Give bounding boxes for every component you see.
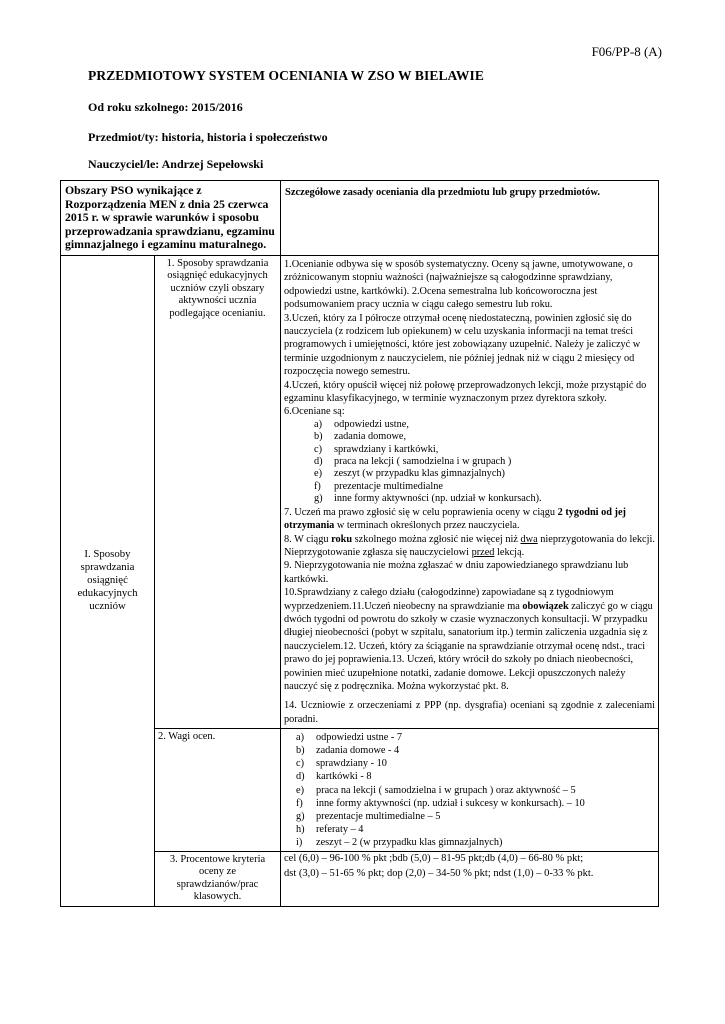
section-label: 2. Wagi ocen.: [155, 729, 281, 852]
list-item: d) kartkówki - 8: [296, 771, 372, 783]
table-header-row: [61, 181, 659, 256]
rule-paragraph: 7. Uczeń ma prawo zgłosić się w celu poprawienia oceny w ciągu 2 tygodni od jej otrzymania w terminach określonych przez nauczyciela.: [284, 506, 626, 532]
subject: Przedmiot/ty: historia, historia i społeczeństwo: [88, 130, 328, 144]
percent-criteria-cell: [281, 852, 659, 907]
section-label: 3. Procentowe kryteria oceny ze sprawdzianów/prac klasowych.: [155, 852, 281, 907]
document-title: PRZEDMIOTOWY SYSTEM OCENIANIA W ZSO W BIELAWIE: [88, 68, 484, 83]
list-item: b) zadania domowe - 4: [296, 745, 400, 757]
list-item: i) zeszyt – 2 (w przypadku klas gimnazjalnych): [296, 836, 503, 848]
percent-criteria-line: dst (3,0) – 51-65 % pkt; dop (2,0) – 34-50 % pkt; ndst (1,0) – 0-33 % pkt.: [284, 867, 594, 879]
weights-cell: [281, 729, 659, 852]
list-item: b) zadania domowe,: [314, 431, 407, 443]
rules-cell: [281, 255, 659, 728]
list-item: e) praca na lekcji ( samodzielna i w grupach ) oraz aktywność – 5: [296, 784, 576, 796]
rule-paragraph: 14. Uczniowie z orzeczeniami z PPP (np. dysgrafia) oceniani są zgodnie z zaleceniami poradni.: [284, 700, 655, 725]
rule-paragraph: 4.Uczeń, który opuścił więcej niż połowę przeprowadzonych lekcji, może przystąpić do egzaminu klasyfikacyjnego, w terminie wyznaczonym przez dyrektora szkoły.: [284, 379, 647, 405]
rule-paragraph: 10.Sprawdziany z całego działu (całogodzinne) zapowiadane są z tygodniowym wyprzedzeniem.11.Uczeń nieobecny na sprawdzianie ma obowiązek zaliczyć go w ciągu dwóch tygodni od powrotu do szkoły w czasie wyznaczonych konsultacji. W przypadku długiej nieobecności (pobyt w szpitalu, sanatorium itp.) termin zaliczenia uzgadnia się z nauczycielem.12. Uczeń, który za ściąganie na sprawdzianie otrzymał ocenę ndst., traci prawo do jej poprawienia.13. Uczeń, który wrócił do szkoły po dniach nieobecności, powinien mieć uzupełnione notatki, zadanie domowe. Lekcji opuszczonych należy nauczyć się z podręcznika. Można wykorzystać pkt. 8.: [284, 587, 653, 692]
list-item: a) odpowiedzi ustne - 7: [296, 732, 403, 744]
section-label: 1. Sposoby sprawdzania osiągnięć edukacyjnych uczniów czyli obszary aktywności ucznia podlegające ocenianiu.: [155, 255, 281, 728]
list-item: f) prezentacje multimedialne: [314, 480, 443, 492]
areas-header: Obszary PSO wynikające z Rozporządzenia MEN z dnia 25 czerwca 2015 r. w sprawie warunków i sposobu przeprowadzania sprawdzianu, egzaminu gimnazjalnego i egzaminu maturalnego.: [61, 181, 281, 256]
list-item: h) referaty – 4: [296, 823, 364, 835]
rules-header: Szczegółowe zasady oceniania dla przedmiotu lub grupy przedmiotów.: [281, 181, 659, 256]
list-item: d) praca na lekcji ( samodzielna i w grupach ): [314, 456, 512, 468]
rule-paragraph: 6.Oceniane są:: [284, 406, 345, 418]
list-item: g) inne formy aktywności (np. udział w konkursach).: [314, 493, 542, 505]
rule-paragraph: 9. Nieprzygotowania nie można zgłaszać w dniu zapowiedzianego sprawdzianu lub kartkówki.: [284, 560, 629, 585]
list-item: f) inne formy aktywności (np. udział i sukcesy w konkursach). – 10: [296, 797, 585, 809]
grading-table: [60, 180, 659, 907]
list-item: g) prezentacje multimedialne – 5: [296, 810, 441, 822]
list-item: e) zeszyt (w przypadku klas gimnazjalnych): [314, 468, 505, 480]
table-row: [61, 255, 659, 728]
list-item: c) sprawdziany i kartkówki,: [314, 443, 439, 455]
rule-paragraph: 8. W ciągu roku szkolnego można zgłosić nie więcej niż dwa nieprzygotowania do lekcji. Nieprzygotowanie zgłasza się nauczycielowi przed lekcją.: [284, 533, 655, 558]
list-item: c) sprawdziany - 10: [296, 758, 387, 770]
rule-paragraph: 3.Uczeń, który za I półrocze otrzymał ocenę niedostateczną, powinien zgłosić się do nauczyciela (z rodzicem lub opiekunem) w celu uzyskania informacji na temat treści programowych i umiejętności, które jest zobowiązany uzupełnić. Należy je zaliczyć w terminie uzgodnionym z nauczycielem, nie później jednak niż w ciągu 2 miesięcy od rozpoczęcia nowego semestru.: [284, 312, 641, 378]
rule-paragraph: 1.Ocenianie odbywa się w sposób systematyczny. Oceny są jawne, umotywowane, o zróżnicowanym stopniu ważności (najważniejsze są całogodzinne sprawdziany, odpowiedzi ustne, kartkówki). 2.Ocena semestralna lub końcoworoczna jest podsumowaniem pracy ucznia w ciągu całego semestru lub roku.: [284, 258, 633, 311]
teacher: Nauczyciel/le: Andrzej Sepełowski: [88, 157, 264, 171]
school-year: Od roku szkolnego: 2015/2016: [88, 100, 243, 114]
document-code: F06/PP-8 (A): [591, 44, 662, 59]
assessed-items-list: [284, 419, 655, 506]
weights-list: [284, 731, 655, 849]
percent-criteria-line: cel (6,0) – 96-100 % pkt ;bdb (5,0) – 81-95 pkt;db (4,0) – 66-80 % pkt;: [284, 853, 584, 865]
list-item: a) odpowiedzi ustne,: [314, 418, 409, 430]
area-label: I. Sposoby sprawdzania osiągnięć edukacyjnych uczniów: [61, 255, 155, 906]
